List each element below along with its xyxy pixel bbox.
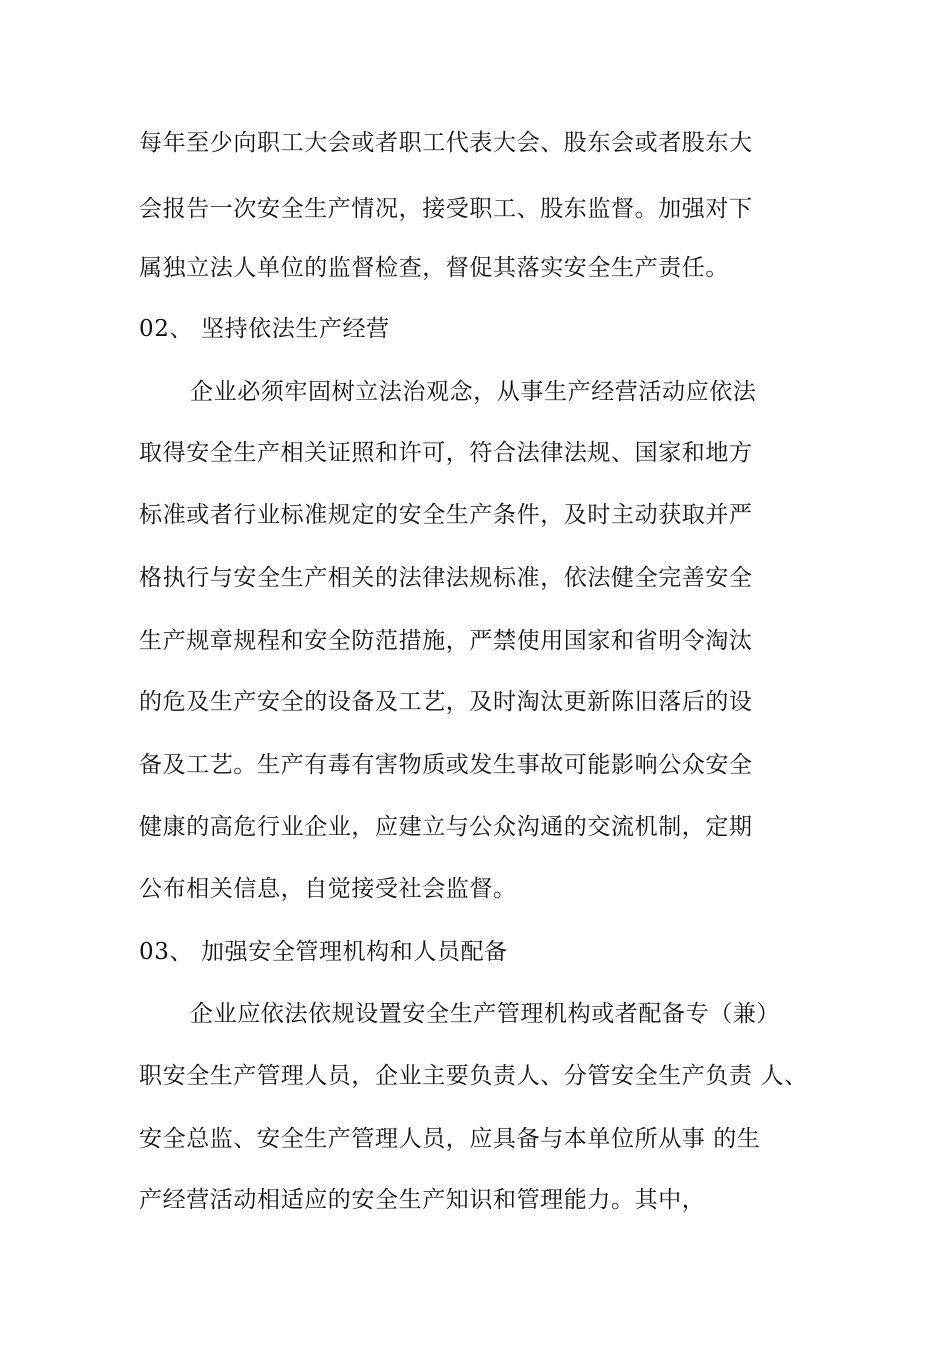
paragraph-line: 的危及生产安全的设备及工艺，及时淘汰更新陈旧落后的设	[139, 689, 753, 715]
paragraph-line: 每年至少向职工大会或者职工代表大会、股东会或者股东大	[139, 130, 753, 156]
paragraph-line: 生产规章规程和安全防范措施，严禁使用国家和省明令淘汰	[139, 628, 753, 654]
paragraph-line: 属独立法人单位的监督检查，督促其落实安全生产责任。	[139, 255, 729, 281]
paragraph-line: 备及工艺。生产有毒有害物质或发生事故可能影响公众安全	[139, 752, 753, 778]
paragraph-line: 健康的高危行业企业，应建立与公众沟通的交流机制，定期	[139, 814, 753, 840]
paragraph-line: 产经营活动相适应的安全生产知识和管理能力。其中，	[139, 1187, 706, 1213]
paragraph-line: 公布相关信息，自觉接受社会监督。	[139, 876, 517, 902]
paragraph-line: 标准或者行业标准规定的安全生产条件，及时主动获取并严	[139, 502, 753, 528]
paragraph-line: 会报告一次安全生产情况，接受职工、股东监督。加强对下	[139, 196, 753, 222]
paragraph-line: 取得安全生产相关证照和许可，符合法律法规、国家和地方	[139, 440, 753, 466]
section-heading: 03、 加强安全管理机构和人员配备	[139, 939, 508, 965]
section-heading: 02、 坚持依法生产经营	[139, 316, 390, 342]
paragraph-line: 企业应依法依规设置安全生产管理机构或者配备专（兼）	[190, 1001, 780, 1027]
paragraph-line: 格执行与安全生产相关的法律法规标准，依法健全完善安全	[139, 565, 753, 591]
paragraph-line: 企业必须牢固树立法治观念，从事生产经营活动应依法	[190, 379, 757, 405]
paragraph-line: 安全总监、安全生产管理人员，应具备与本单位所从事 的生	[139, 1126, 761, 1152]
paragraph-line: 职安全生产管理人员，企业主要负责人、分管安全生产负责 人、	[139, 1063, 808, 1089]
